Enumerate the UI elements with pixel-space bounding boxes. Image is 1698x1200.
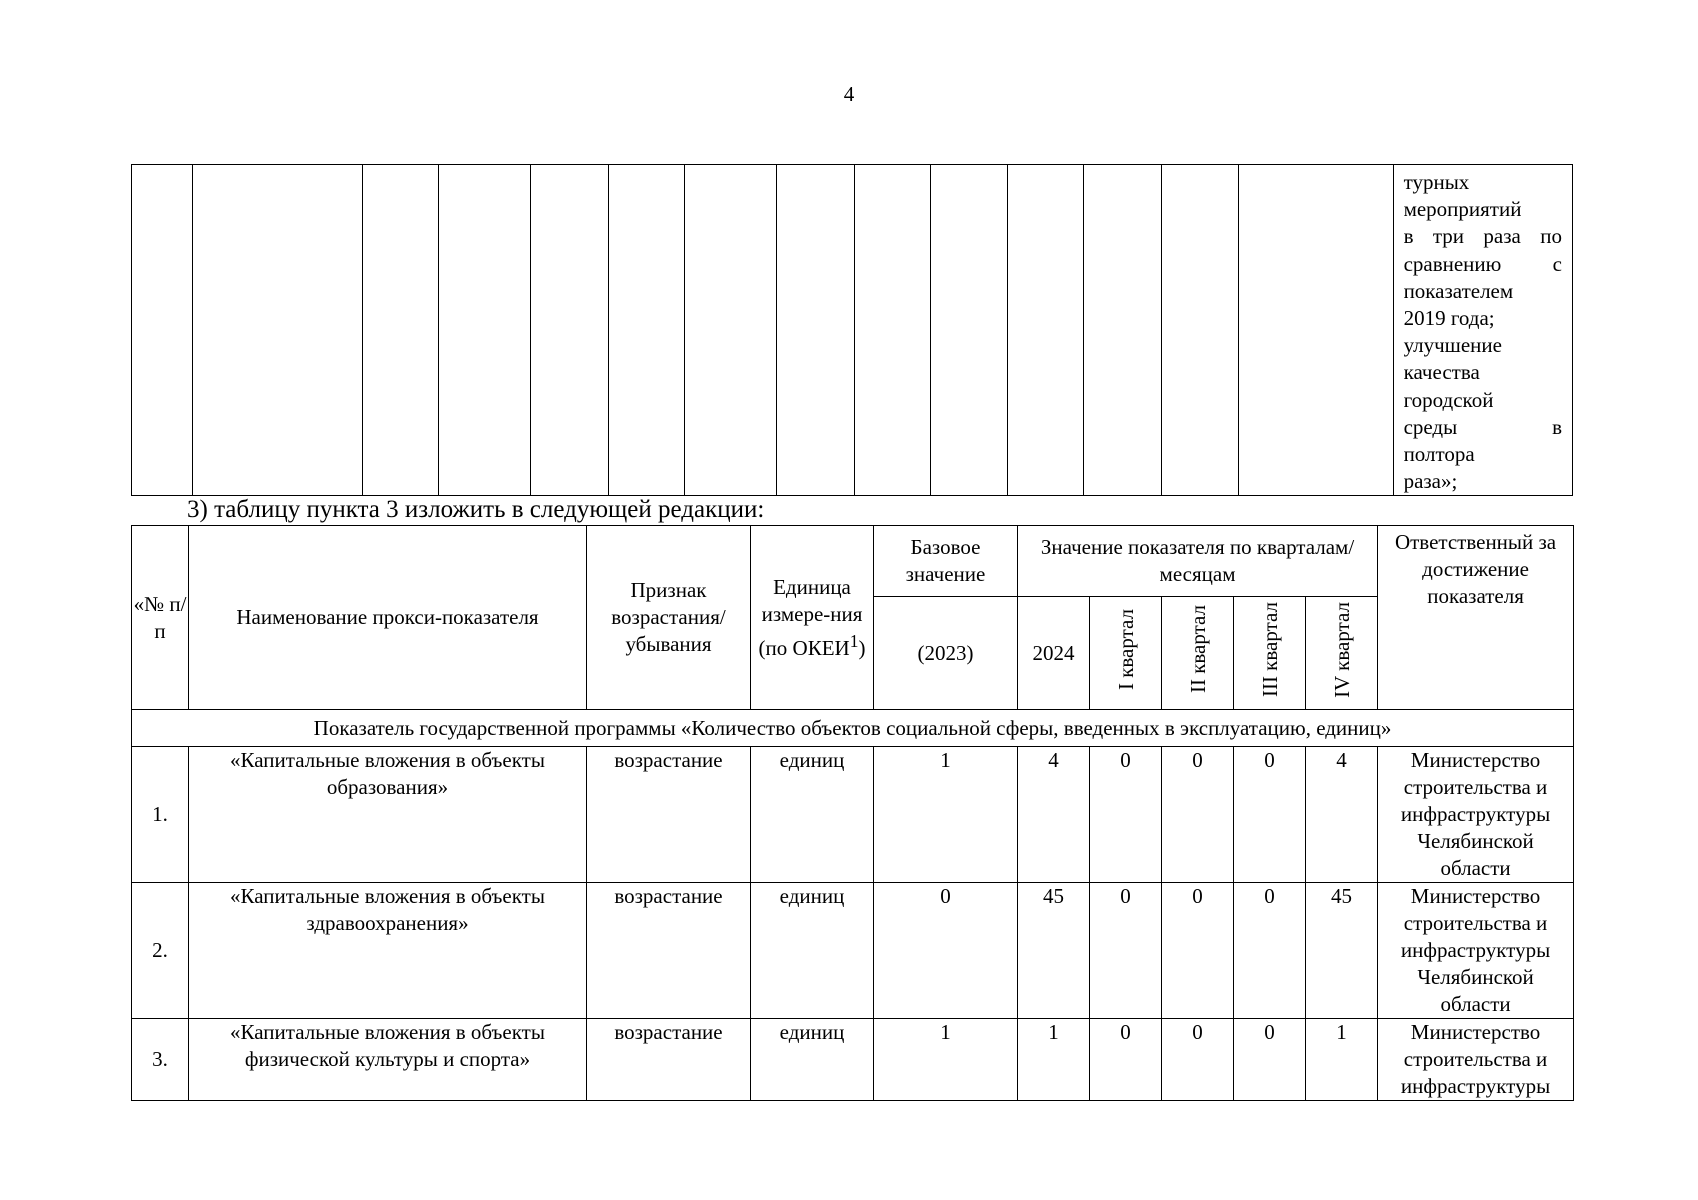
continuation-cell bbox=[1008, 165, 1084, 496]
responsible-line: инфраструктуры bbox=[1400, 802, 1551, 826]
continuation-text-line: полтора bbox=[1403, 442, 1475, 467]
row-num: 1. bbox=[132, 747, 189, 883]
continuation-text-line: качества bbox=[1403, 360, 1480, 385]
section-title: Показатель государственной программы «Количество объектов социальной сферы, введенных в эксплуатацию, единиц» bbox=[132, 710, 1574, 747]
continuation-text-line: сравнению с bbox=[1403, 251, 1562, 276]
table-row bbox=[132, 747, 1574, 883]
page-number: 4 bbox=[843, 82, 855, 106]
header-base-year: (2023) bbox=[874, 597, 1018, 710]
row-q1: 0 bbox=[1090, 747, 1162, 883]
indicators-table bbox=[131, 525, 1574, 1101]
row-year: 45 bbox=[1018, 883, 1090, 1019]
responsible-line: инфраструктуры bbox=[1400, 938, 1551, 962]
header-q3-label: III квартал bbox=[1257, 601, 1282, 698]
continuation-text-cell bbox=[1393, 165, 1572, 496]
continuation-cell bbox=[1161, 165, 1238, 496]
responsible-line: Министерство bbox=[1410, 1020, 1541, 1044]
table-row bbox=[132, 1019, 1574, 1101]
header-unit bbox=[751, 526, 874, 710]
continuation-cell bbox=[930, 165, 1007, 496]
row-responsible bbox=[1378, 1019, 1574, 1101]
row-num: 3. bbox=[132, 1019, 189, 1101]
continuation-cell bbox=[531, 165, 608, 496]
row-sign: возрастание bbox=[587, 1019, 751, 1101]
row-q1: 0 bbox=[1090, 883, 1162, 1019]
header-q4 bbox=[1306, 597, 1378, 710]
responsible-line: Министерство bbox=[1410, 884, 1541, 908]
responsible-line: строительства и bbox=[1403, 1047, 1548, 1071]
continuation-text-line: мероприятий bbox=[1403, 197, 1522, 222]
header-q1 bbox=[1090, 597, 1162, 710]
header-q2-label: II квартал bbox=[1185, 605, 1210, 694]
header-num: «№ п/п bbox=[132, 526, 189, 710]
header-unit-text: Единица измере-ния (по ОКЕИ bbox=[758, 574, 863, 660]
continuation-cell bbox=[1084, 165, 1161, 496]
continuation-row bbox=[132, 165, 1573, 496]
continuation-cell bbox=[684, 165, 776, 496]
header-q4-label: IV квартал bbox=[1329, 601, 1354, 698]
responsible-line: строительства и bbox=[1403, 911, 1548, 935]
continuation-text-line: 2019 года; bbox=[1403, 306, 1495, 331]
header-base: Базовое значение bbox=[874, 526, 1018, 597]
responsible-line: Челябинской bbox=[1417, 829, 1534, 853]
row-base: 1 bbox=[874, 1019, 1018, 1101]
header-unit-end: ) bbox=[858, 635, 866, 660]
continuation-text-line: улучшение bbox=[1403, 333, 1502, 358]
row-q2: 0 bbox=[1162, 1019, 1234, 1101]
continuation-text-line: среды в bbox=[1403, 414, 1562, 439]
responsible-line: Челябинской bbox=[1417, 965, 1534, 989]
row-q3: 0 bbox=[1234, 1019, 1306, 1101]
continuation-table bbox=[131, 164, 1573, 496]
responsible-line: области bbox=[1440, 992, 1511, 1016]
continuation-cell bbox=[362, 165, 438, 496]
continuation-text-line: раза»; bbox=[1403, 469, 1458, 494]
continuation-cell bbox=[608, 165, 684, 496]
row-name: «Капитальные вложения в объекты здравоохранения» bbox=[189, 883, 587, 1019]
row-name: «Капитальные вложения в объекты физической культуры и спорта» bbox=[189, 1019, 587, 1101]
row-q3: 0 bbox=[1234, 747, 1306, 883]
row-responsible bbox=[1378, 747, 1574, 883]
row-num: 2. bbox=[132, 883, 189, 1019]
row-unit: единиц bbox=[751, 883, 874, 1019]
responsible-line: Министерство bbox=[1410, 748, 1541, 772]
continuation-cell bbox=[193, 165, 363, 496]
row-unit: единиц bbox=[751, 1019, 874, 1101]
continuation-cell bbox=[777, 165, 854, 496]
row-q4: 4 bbox=[1306, 747, 1378, 883]
row-q4: 45 bbox=[1306, 883, 1378, 1019]
header-q1-label: I квартал bbox=[1113, 608, 1138, 691]
table-row bbox=[132, 883, 1574, 1019]
responsible-line: инфраструктуры bbox=[1400, 1074, 1551, 1098]
row-base: 0 bbox=[874, 883, 1018, 1019]
row-q2: 0 bbox=[1162, 883, 1234, 1019]
header-responsible: Ответственный за достижение показателя bbox=[1378, 526, 1574, 710]
continuation-cell bbox=[132, 165, 193, 496]
row-year: 1 bbox=[1018, 1019, 1090, 1101]
continuation-text-line: в три раза по bbox=[1403, 224, 1562, 249]
continuation-text-line: показателем bbox=[1403, 278, 1514, 303]
row-base: 1 bbox=[874, 747, 1018, 883]
header-year: 2024 bbox=[1018, 597, 1090, 710]
row-q1: 0 bbox=[1090, 1019, 1162, 1101]
row-unit: единиц bbox=[751, 747, 874, 883]
row-q2: 0 bbox=[1162, 747, 1234, 883]
header-name: Наименование прокси-показателя bbox=[189, 526, 587, 710]
row-q4: 1 bbox=[1306, 1019, 1378, 1101]
header-unit-footnote: 1 bbox=[849, 630, 859, 651]
continuation-cell bbox=[1238, 165, 1393, 496]
continuation-text-line: городской bbox=[1403, 387, 1494, 412]
section-row bbox=[132, 710, 1574, 747]
header-q3 bbox=[1234, 597, 1306, 710]
continuation-cell bbox=[854, 165, 930, 496]
row-responsible bbox=[1378, 883, 1574, 1019]
continuation-text-line: турных bbox=[1403, 170, 1470, 194]
header-q2 bbox=[1162, 597, 1234, 710]
responsible-line: строительства и bbox=[1403, 775, 1548, 799]
responsible-line: области bbox=[1440, 856, 1511, 880]
row-q3: 0 bbox=[1234, 883, 1306, 1019]
header-row-top bbox=[132, 526, 1574, 597]
header-sign: Признак возрастания/ убывания bbox=[587, 526, 751, 710]
row-name: «Капитальные вложения в объекты образования» bbox=[189, 747, 587, 883]
continuation-cell bbox=[439, 165, 531, 496]
instruction-text: 3) таблицу пункта 3 изложить в следующей редакции: bbox=[187, 496, 765, 523]
row-sign: возрастание bbox=[587, 747, 751, 883]
row-year: 4 bbox=[1018, 747, 1090, 883]
row-sign: возрастание bbox=[587, 883, 751, 1019]
header-values: Значение показателя по кварталам/месяцам bbox=[1018, 526, 1378, 597]
